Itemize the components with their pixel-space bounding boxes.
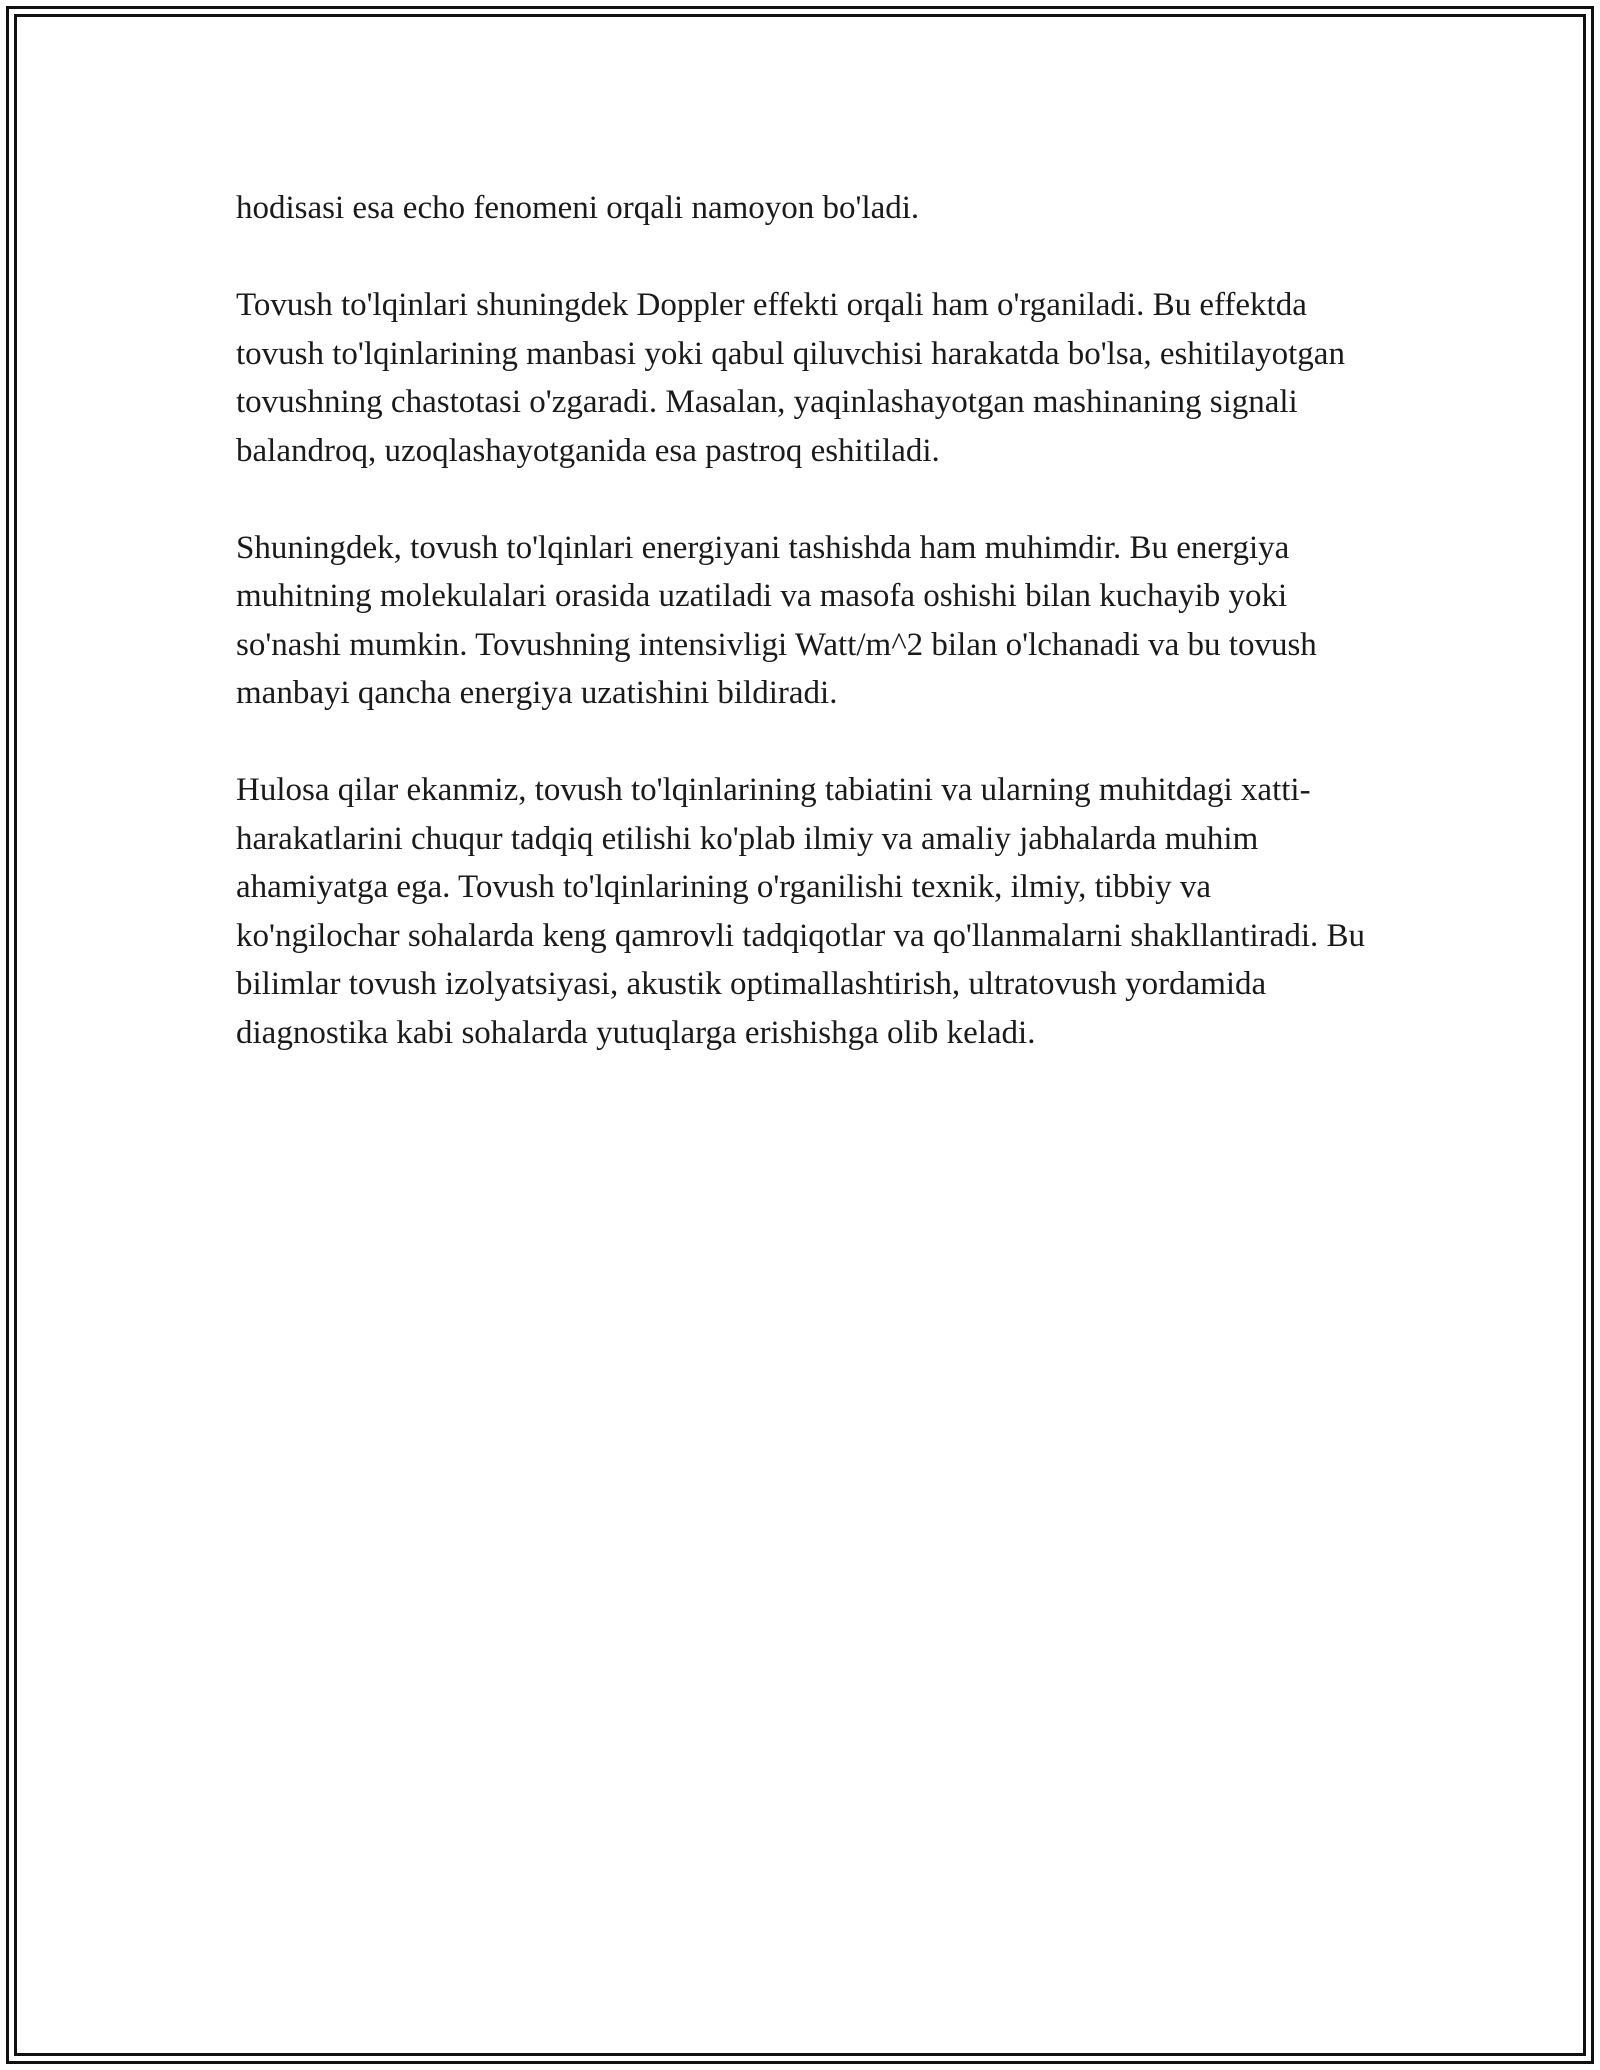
paragraph: Tovush to'lqinlari shuningdek Doppler effekti orqali ham o'rganiladi. Bu effektda tovush to'lqinlarining manbasi yoki qabul qiluvchisi harakatda bo'lsa, eshitilayotgan tovushning chastotasi o'zgaradi. Masalan, yaqinlashayotgan mashinaning signali balandroq, uzoqlashayotganida esa pastroq eshitiladi. (236, 287, 1345, 469)
document-body (236, 184, 1376, 1106)
paragraph: hodisasi esa echo fenomeni orqali namoyon bo'ladi. (236, 190, 920, 226)
paragraph: Hulosa qilar ekanmiz, tovush to'lqinlarining tabiatini va ularning muhitdagi xatti-harakatlarini chuqur tadqiq etilishi ko'plab ilmiy va amaliy jabhalarda muhim ahamiyatga ega. Tovush to'lqinlarining o'rganilishi texnik, ilmiy, tibbiy va ko'ngilochar sohalarda keng qamrovli tadqiqotlar va qo'llanmalarni shakllantiradi. Bu bilimlar tovush izolyatsiyasi, akustik optimallashtirish, ultratovush yordamida diagnostika kabi sohalarda yutuqlarga erishishga olib keladi. (236, 772, 1365, 1051)
paragraph: Shuningdek, tovush to'lqinlari energiyani tashishda ham muhimdir. Bu energiya muhitning molekulalari orasida uzatiladi va masofa oshishi bilan kuchayib yoki so'nashi mumkin. Tovushning intensivligi Watt/m^2 bilan o'lchanadi va bu tovush manbayi qancha energiya uzatishini bildiradi. (236, 529, 1317, 711)
